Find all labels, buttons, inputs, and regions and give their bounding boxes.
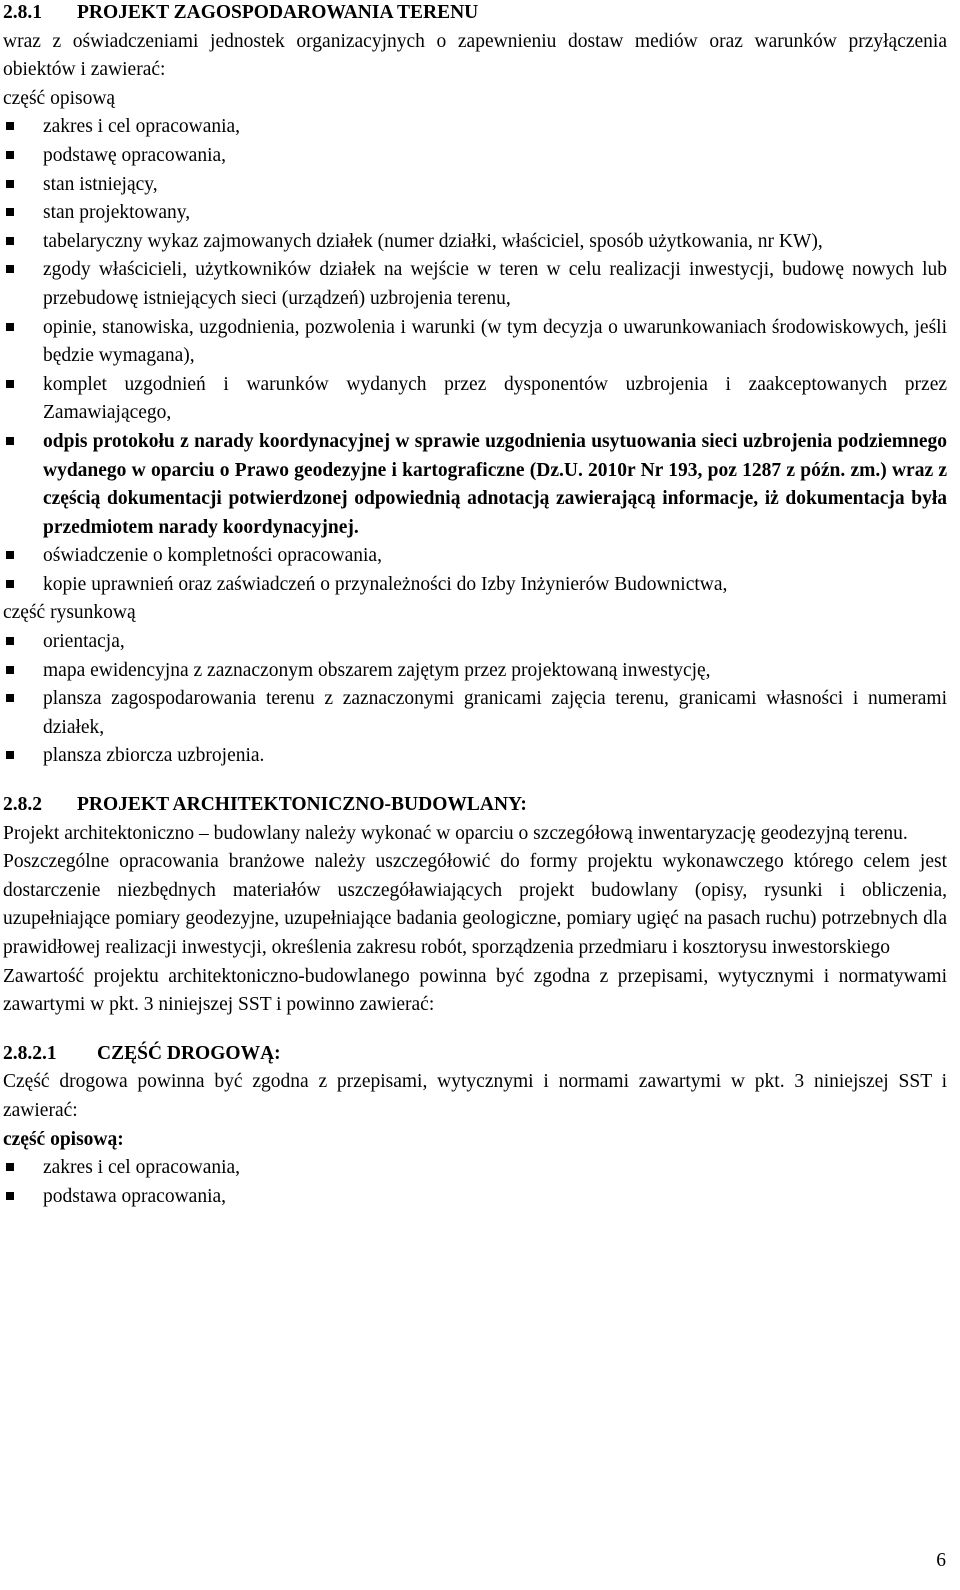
- list-item: plansza zagospodarowania terenu z zaznaczonymi granicami zajęcia terenu, granicami własności i numerami działek,: [3, 685, 947, 742]
- section-number: 2.8.2.1: [3, 1042, 57, 1064]
- section-number: 2.8.1: [3, 2, 42, 23]
- paragraph: Poszczególne opracowania branżowe należy uszczegółowić do formy projektu wykonawczego którego celem jest dostarczenie niezbędnych materiałów uszczegóławiających projekt budowlany (opisy, rysunki i obliczenia, uzupełniające pomiary geodezyjne, uzupełniające badania geologiczne, pomiary ugięć na pasach ruchu) potrzebnych dla prawidłowej realizacji inwestycji, określenia zakresu robót, sporządzenia przedmiaru i kosztorysu inwestorskiego: [3, 851, 947, 958]
- square-bullet-icon: [6, 323, 14, 331]
- paragraph: Zawartość projektu architektoniczno-budowlanego powinna być zgodna z przepisami, wytycznymi i normatywami zawartymi w pkt. 3 niniejszej SST i powinno zawierać:: [3, 965, 947, 1016]
- road-items-list: [3, 1154, 947, 1211]
- section-heading-2-8-2-1: [3, 1040, 947, 1069]
- descriptive-part-label: część opisową:: [3, 1128, 124, 1150]
- square-bullet-icon: [6, 694, 14, 702]
- drawing-part-label: część rysunkową: [3, 602, 136, 624]
- square-bullet-icon: [6, 551, 14, 559]
- descriptive-items-list: [3, 113, 947, 599]
- section-number: 2.8.2: [3, 794, 42, 816]
- square-bullet-icon: [6, 208, 14, 216]
- list-item: podstawę opracowania,: [3, 142, 947, 171]
- section-title: CZĘŚĆ DROGOWĄ:: [97, 1042, 281, 1064]
- page-number: 6: [936, 1550, 946, 1571]
- list-item: tabelaryczny wykaz zajmowanych działek (numer działki, właściciel, sposób użytkowania, nr KW),: [3, 228, 947, 257]
- square-bullet-icon: [6, 1192, 14, 1200]
- list-item: opinie, stanowiska, uzgodnienia, pozwolenia i warunki (w tym decyzja o uwarunkowaniach środowiskowych, jeśli będzie wymagana),: [3, 314, 947, 371]
- list-item: zakres i cel opracowania,: [3, 1154, 947, 1183]
- descriptive-part-label: część opisową: [3, 87, 116, 109]
- list-item: podstawa opracowania,: [3, 1183, 947, 1212]
- section-title: PROJEKT ARCHITEKTONICZNO-BUDOWLANY:: [77, 794, 527, 816]
- square-bullet-icon: [6, 122, 14, 130]
- list-item: zgody właścicieli, użytkowników działek na wejście w teren w celu realizacji inwestycji, budowę nowych lub przebudowę istniejących sieci (urządzeń) uzbrojenia terenu,: [3, 256, 947, 313]
- square-bullet-icon: [6, 637, 14, 645]
- square-bullet-icon: [6, 151, 14, 159]
- section-intro: wraz z oświadczeniami jednostek organizacyjnych o zapewnieniu dostaw mediów oraz warunków przyłączenia obiektów i zawierać:: [3, 30, 947, 81]
- square-bullet-icon: [6, 180, 14, 188]
- square-bullet-icon: [6, 666, 14, 674]
- paragraph: Projekt architektoniczno – budowlany należy wykonać w oparciu o szczegółową inwentaryzację geodezyjną terenu.: [3, 822, 908, 844]
- square-bullet-icon: [6, 380, 14, 388]
- square-bullet-icon: [6, 437, 14, 445]
- square-bullet-icon: [6, 751, 14, 759]
- list-item: komplet uzgodnień i warunków wydanych przez dysponentów uzbrojenia i zaakceptowanych przez Zamawiającego,: [3, 371, 947, 428]
- square-bullet-icon: [6, 1163, 14, 1171]
- square-bullet-icon: [6, 237, 14, 245]
- section-heading-2-8-1: [3, 0, 947, 28]
- section-title: PROJEKT ZAGOSPODAROWANIA TERENU: [77, 2, 479, 23]
- list-item: mapa ewidencyjna z zaznaczonym obszarem zajętym przez projektowaną inwestycję,: [3, 657, 947, 686]
- square-bullet-icon: [6, 265, 14, 273]
- document-content: [3, 0, 947, 1211]
- section-heading-2-8-2: [3, 791, 947, 820]
- list-item: oświadczenie o kompletności opracowania,: [3, 542, 947, 571]
- list-item: orientacja,: [3, 628, 947, 657]
- square-bullet-icon: [6, 580, 14, 588]
- list-item: odpis protokołu z narady koordynacyjnej w sprawie uzgodnienia usytuowania sieci uzbrojenia podziemnego wydanego w oparciu o Prawo geodezyjne i kartograficzne (Dz.U. 2010r Nr 193, poz 1287 z późn. zm.) wraz z częścią dokumentacji potwierdzonej odpowiednią adnotacją zawierającą informacje, iż dokumentacja była przedmiotem narady koordynacyjnej.: [3, 428, 947, 542]
- list-item: zakres i cel opracowania,: [3, 113, 947, 142]
- drawing-items-list: [3, 628, 947, 771]
- list-item: kopie uprawnień oraz zaświadczeń o przynależności do Izby Inżynierów Budownictwa,: [3, 571, 947, 600]
- list-item: stan projektowany,: [3, 199, 947, 228]
- list-item: plansza zbiorcza uzbrojenia.: [3, 742, 947, 771]
- paragraph: Część drogowa powinna być zgodna z przepisami, wytycznymi i normami zawartymi w pkt. 3 niniejszej SST i zawierać:: [3, 1071, 947, 1121]
- list-item: stan istniejący,: [3, 171, 947, 200]
